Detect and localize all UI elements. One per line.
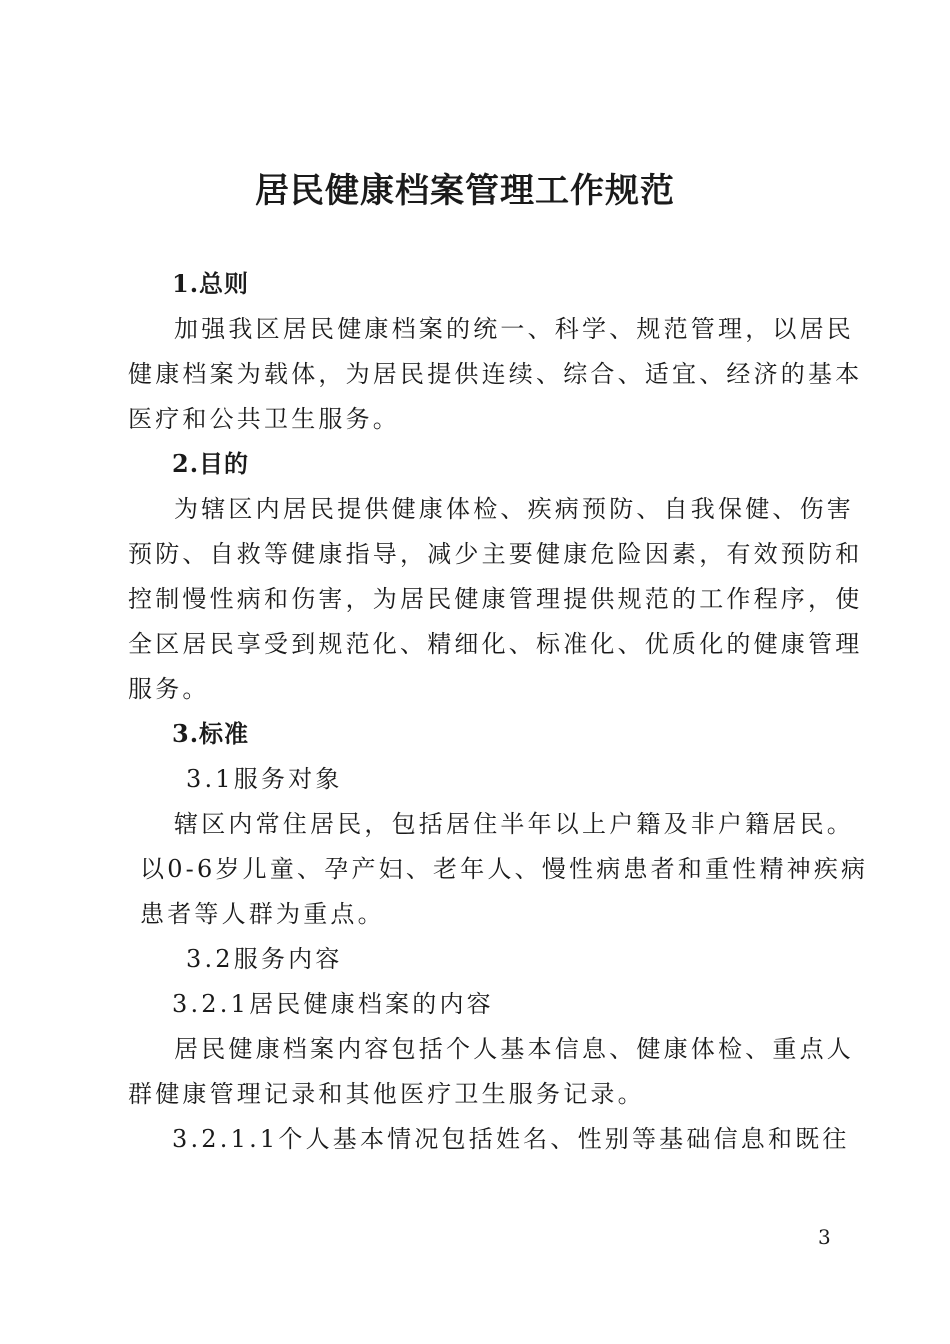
section-heading-purpose: 2.目的 bbox=[172, 449, 250, 478]
subsection-heading-service-content: 3.2服务内容 bbox=[186, 945, 343, 973]
paragraph-line: 居民健康档案内容包括个人基本信息、健康体检、重点人 bbox=[174, 1035, 854, 1063]
paragraph-line: 全区居民享受到规范化、精细化、标准化、优质化的健康管理 bbox=[128, 630, 863, 658]
paragraph-line: 预防、自救等健康指导，减少主要健康危险因素，有效预防和 bbox=[128, 540, 863, 568]
paragraph-line: 以0-6岁儿童、孕产妇、老年人、慢性病患者和重性精神疾病 bbox=[140, 855, 869, 883]
paragraph-line: 辖区内常住居民，包括居住半年以上户籍及非户籍居民。 bbox=[174, 810, 854, 838]
subsection-heading-record-content: 3.2.1居民健康档案的内容 bbox=[172, 990, 494, 1018]
subsection-heading-service-target: 3.1服务对象 bbox=[186, 765, 343, 793]
paragraph-line: 加强我区居民健康档案的统一、科学、规范管理，以居民 bbox=[174, 315, 854, 343]
section-heading-standard: 3.标准 bbox=[172, 719, 250, 748]
section-heading-general: 1.总则 bbox=[172, 269, 250, 298]
paragraph-line: 服务。 bbox=[128, 675, 210, 703]
paragraph-line: 医疗和公共卫生服务。 bbox=[128, 405, 400, 433]
document-title: 居民健康档案管理工作规范 bbox=[255, 171, 675, 211]
page-number: 3 bbox=[818, 1225, 831, 1249]
paragraph-line: 为辖区内居民提供健康体检、疾病预防、自我保健、伤害 bbox=[174, 495, 854, 523]
paragraph-line: 群健康管理记录和其他医疗卫生服务记录。 bbox=[128, 1080, 645, 1108]
paragraph-line: 控制慢性病和伤害，为居民健康管理提供规范的工作程序，使 bbox=[128, 585, 863, 613]
paragraph-line: 健康档案为载体，为居民提供连续、综合、适宜、经济的基本 bbox=[128, 360, 863, 388]
paragraph-line: 3.2.1.1个人基本情况包括姓名、性别等基础信息和既往 bbox=[172, 1125, 850, 1153]
paragraph-line: 患者等人群为重点。 bbox=[140, 900, 385, 928]
